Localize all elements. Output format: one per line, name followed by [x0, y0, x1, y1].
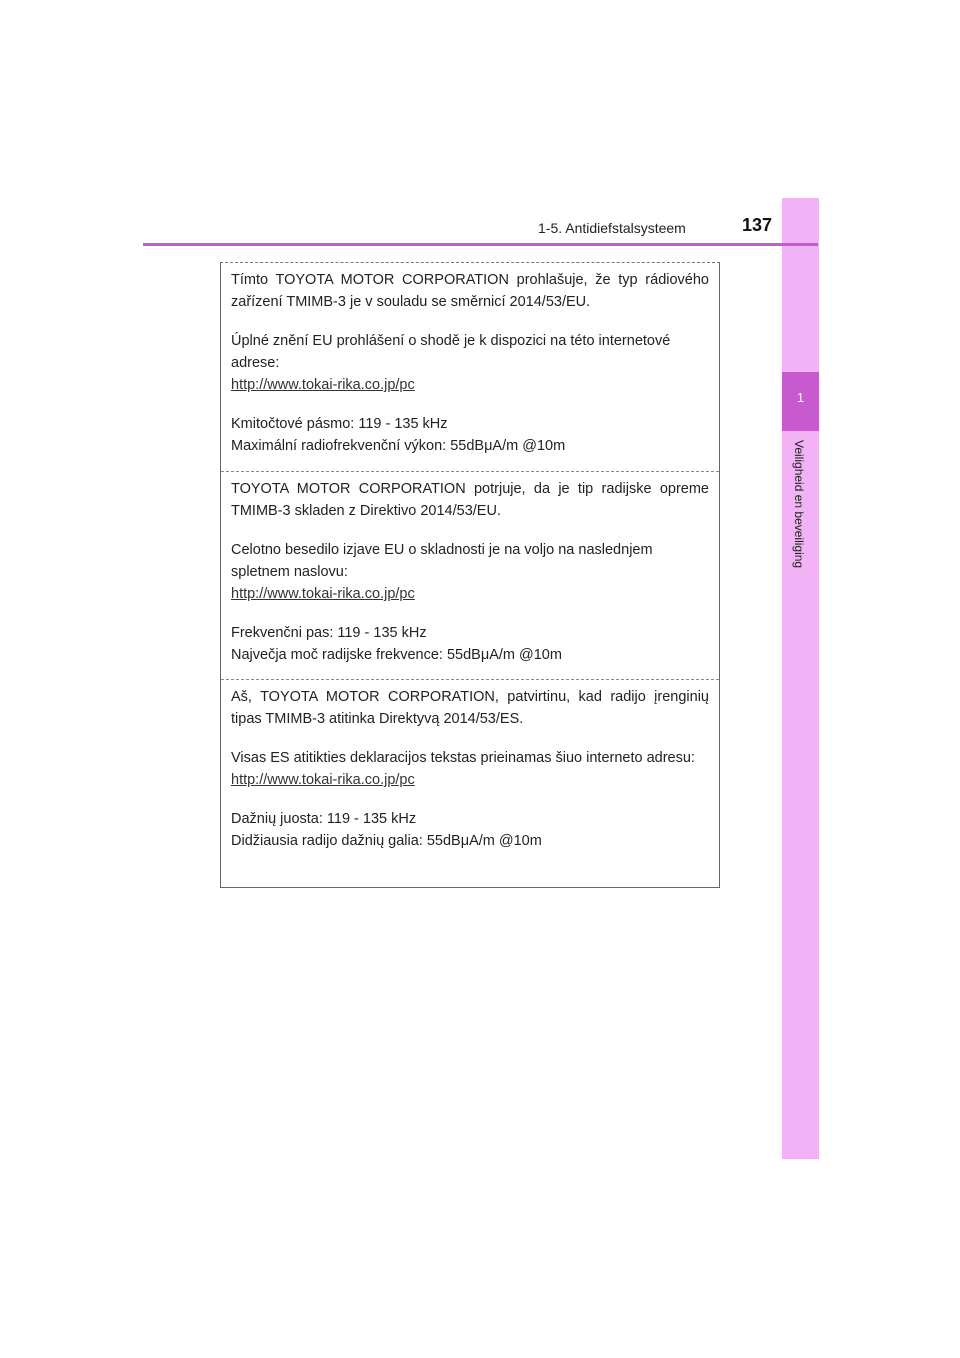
- declaration-url-link[interactable]: http://www.tokai-rika.co.jp/pc: [231, 377, 415, 393]
- divider: [221, 471, 719, 472]
- declaration-intro: Visas ES atitikties deklaracijos tekstas prieinamas šiuo interneto adresu:: [231, 750, 695, 766]
- chapter-number: 1: [796, 390, 805, 405]
- divider: [221, 679, 719, 680]
- chapter-label: Veiligheid en beveiliging: [792, 440, 806, 569]
- declaration-statement: TOYOTA MOTOR CORPORATION potrjuje, da je tip radijske opreme TMIMB-3 skladen z Direktivo 2014/53/EU.: [231, 481, 709, 519]
- frequency-band: Frekvenčni pas: 119 - 135 kHz: [231, 625, 427, 641]
- declaration-scan: [220, 262, 720, 888]
- max-power: Didžiausia radijo dažnių galia: 55dBμA/m @10m: [231, 833, 542, 849]
- max-power: Največja moč radijske frekvence: 55dBμA/m @10m: [231, 647, 562, 663]
- declaration-intro: Úplné znění EU prohlášení o shodě je k dispozici na této internetové adrese:: [231, 333, 671, 371]
- section-title: 1-5. Antidiefstalsysteem: [538, 220, 686, 236]
- declaration-statement: Tímto TOYOTA MOTOR CORPORATION prohlašuje, že typ rádiového zařízení TMIMB-3 je v souladu se směrnicí 2014/53/EU.: [231, 272, 709, 310]
- declaration-lithuanian: [221, 682, 719, 852]
- header-rule: [143, 243, 818, 246]
- frequency-band: Kmitočtové pásmo: 119 - 135 kHz: [231, 416, 448, 432]
- declaration-url-link[interactable]: http://www.tokai-rika.co.jp/pc: [231, 772, 415, 788]
- declaration-slovenian: [221, 474, 719, 666]
- declaration-url-link[interactable]: http://www.tokai-rika.co.jp/pc: [231, 586, 415, 602]
- max-power: Maximální radiofrekvenční výkon: 55dBμA/m @10m: [231, 438, 566, 454]
- page-number: 137: [742, 215, 773, 235]
- declaration-statement: Aš, TOYOTA MOTOR CORPORATION, patvirtinu, kad radijo įrenginių tipas TMIMB-3 atitinka Direktyvą 2014/53/ES.: [231, 689, 709, 727]
- chapter-side-tab: [782, 198, 819, 1159]
- declaration-intro: Celotno besedilo izjave EU o skladnosti je na voljo na naslednjem spletnem naslovu:: [231, 542, 653, 580]
- declaration-czech: [221, 265, 719, 457]
- frequency-band: Dažnių juosta: 119 - 135 kHz: [231, 811, 417, 827]
